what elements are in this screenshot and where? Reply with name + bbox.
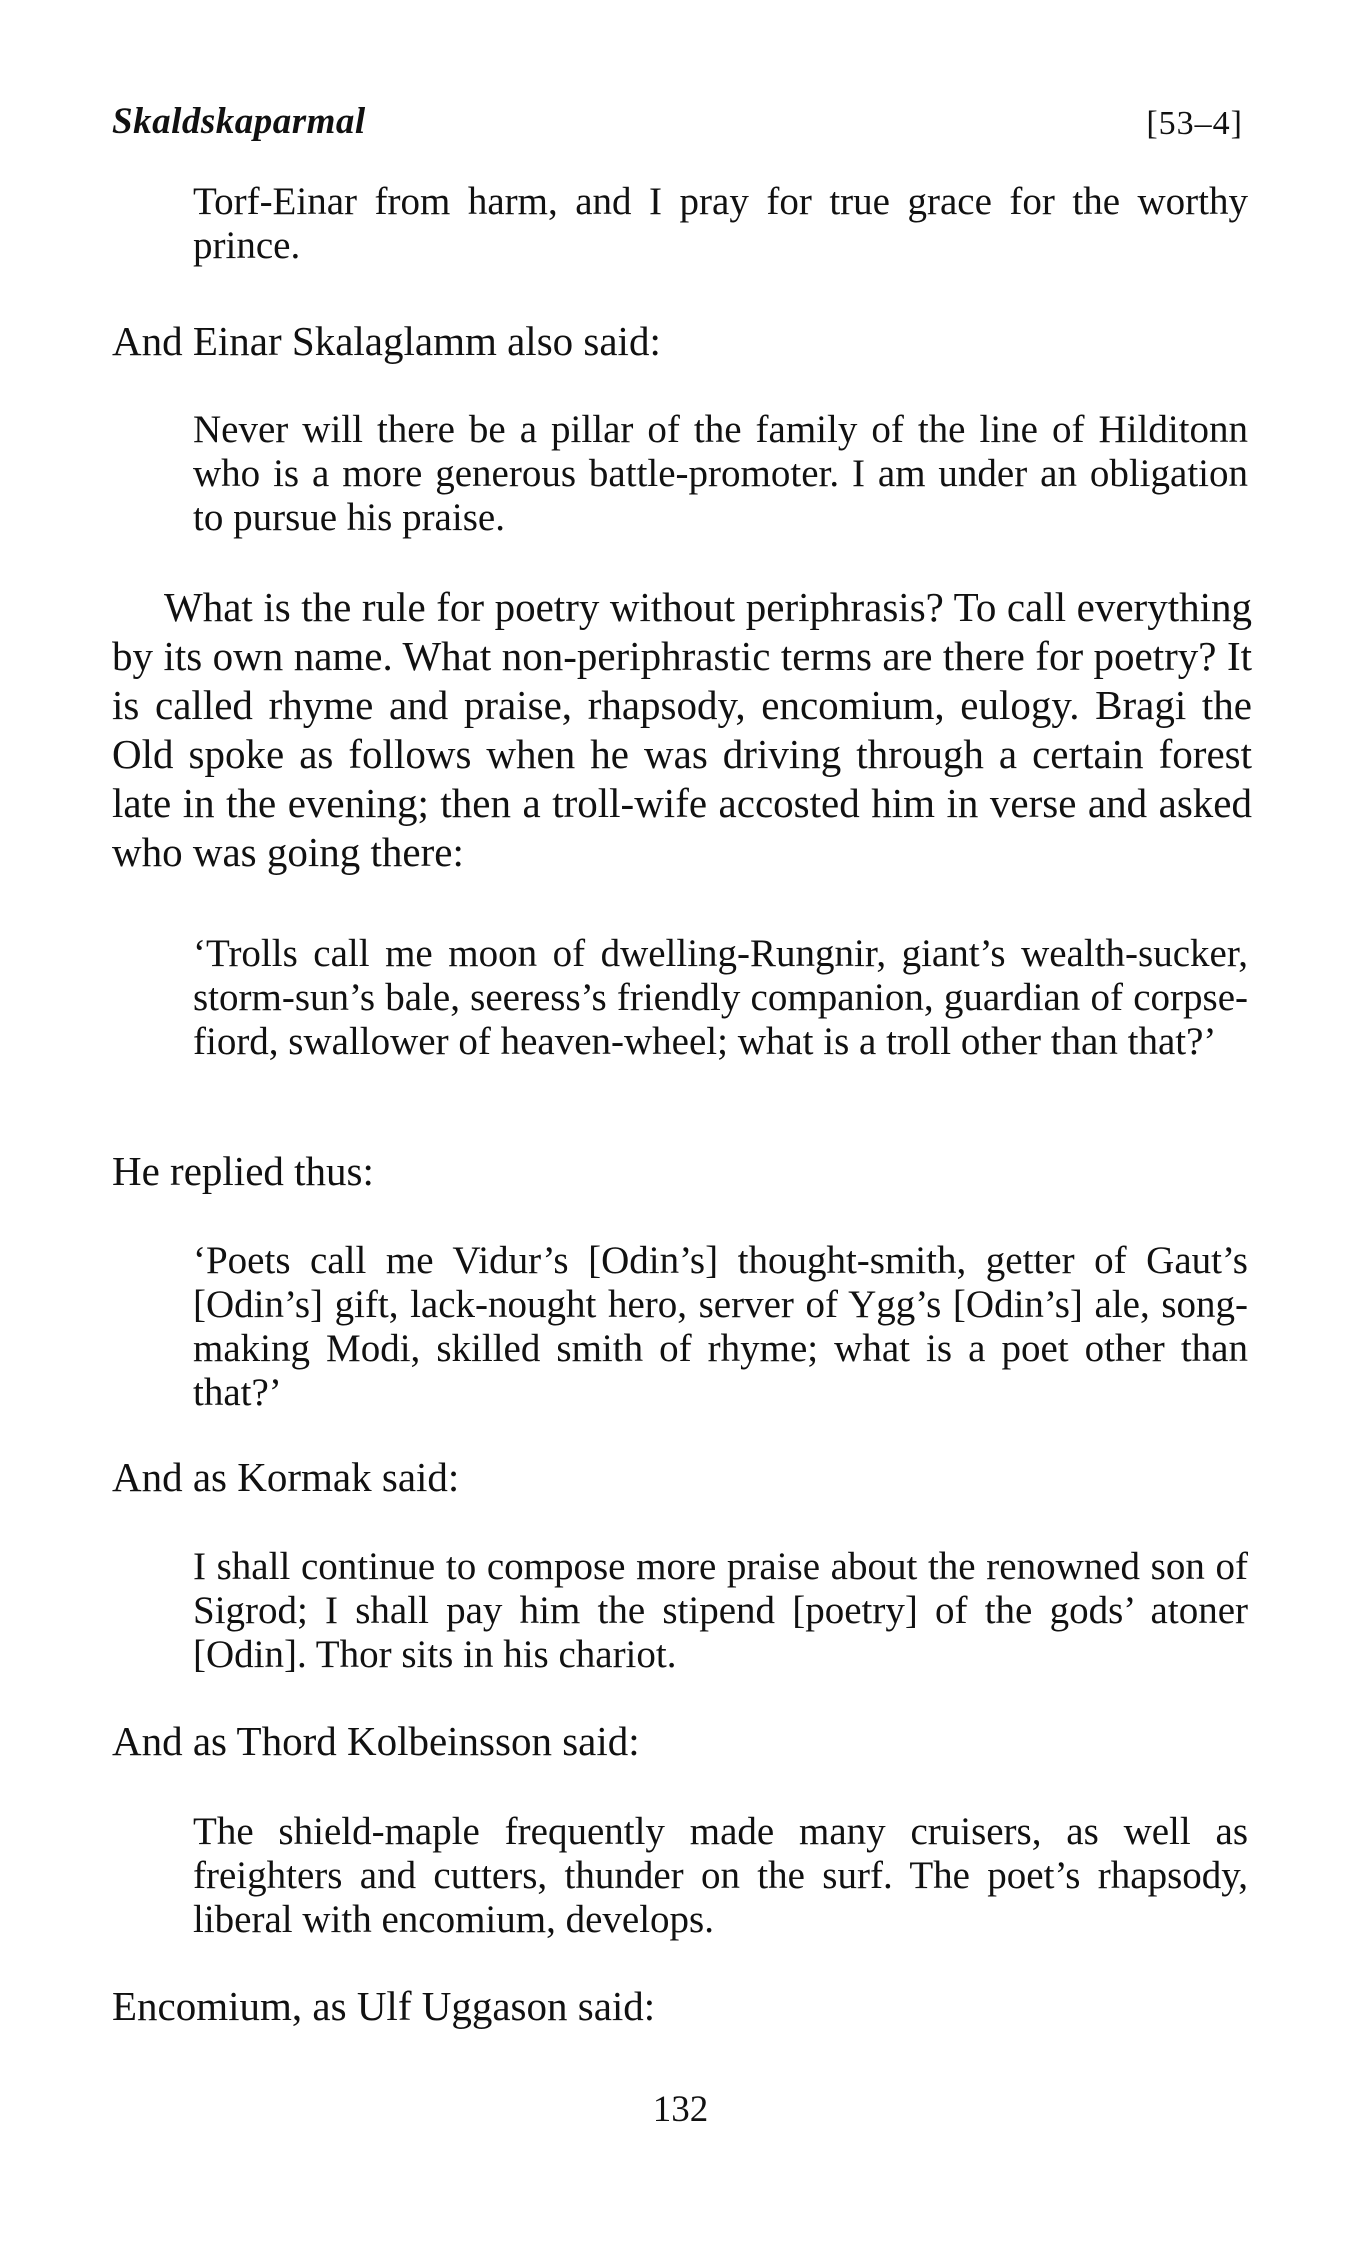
verse-einar-skalaglamm: Never will there be a pillar of the family of the line of Hilditonn who is a more generous battle-promoter. I am under an obligation to pursue his praise. — [193, 408, 1248, 539]
verse-kormak: I shall continue to compose more praise about the renowned son of Sigrod; I shall pay him the stipend [poetry] of the gods’ atoner [Odin]. Thor sits in his chariot. — [193, 1545, 1248, 1676]
prose-paragraph: What is the rule for poetry without periphrasis? To call everything by its own name. What non-periphrastic terms are there for poetry? It is called rhyme and praise, rhapsody, encomium, eulogy. Bragi the Old spoke as follows when he was driving through a certain forest late in the evening; then a troll-wife accosted him in verse and asked who was going there: — [112, 584, 1252, 875]
verse-troll-wife: ‘Trolls call me moon of dwelling-Rungnir, giant’s wealth-sucker, storm-sun’s bale, seeress’s friendly companion, guardian of corpse-fiord, swallower of heaven-wheel; what is a troll other than that?’ — [193, 932, 1248, 1063]
verse-intro-ulf: Encomium, as Ulf Uggason said: — [112, 1983, 656, 2029]
section-reference: [53–4] — [1146, 105, 1243, 142]
verse-intro-kormak: And as Kormak said: — [112, 1454, 460, 1500]
verse-intro-reply: He replied thus: — [112, 1148, 374, 1194]
verse-intro-thord: And as Thord Kolbeinsson said: — [112, 1718, 640, 1764]
running-title: Skaldskaparmal — [112, 101, 366, 142]
verse-thord-kolbeinsson: The shield-maple frequently made many cruisers, as well as freighters and cutters, thunder on the surf. The poet’s rhapsody, liberal with encomium, develops. — [193, 1810, 1248, 1941]
verse-bragi-reply: ‘Poets call me Vidur’s [Odin’s] thought-smith, getter of Gaut’s [Odin’s] gift, lack-nought hero, server of Ygg’s [Odin’s] ale, song-making Modi, skilled smith of rhyme; what is a poet other than that?’ — [193, 1239, 1248, 1414]
page-number: 132 — [652, 2089, 709, 2130]
verse-intro-einar: And Einar Skalaglamm also said: — [112, 318, 661, 364]
verse-continuation: Torf-Einar from harm, and I pray for true grace for the worthy prince. — [193, 180, 1248, 267]
